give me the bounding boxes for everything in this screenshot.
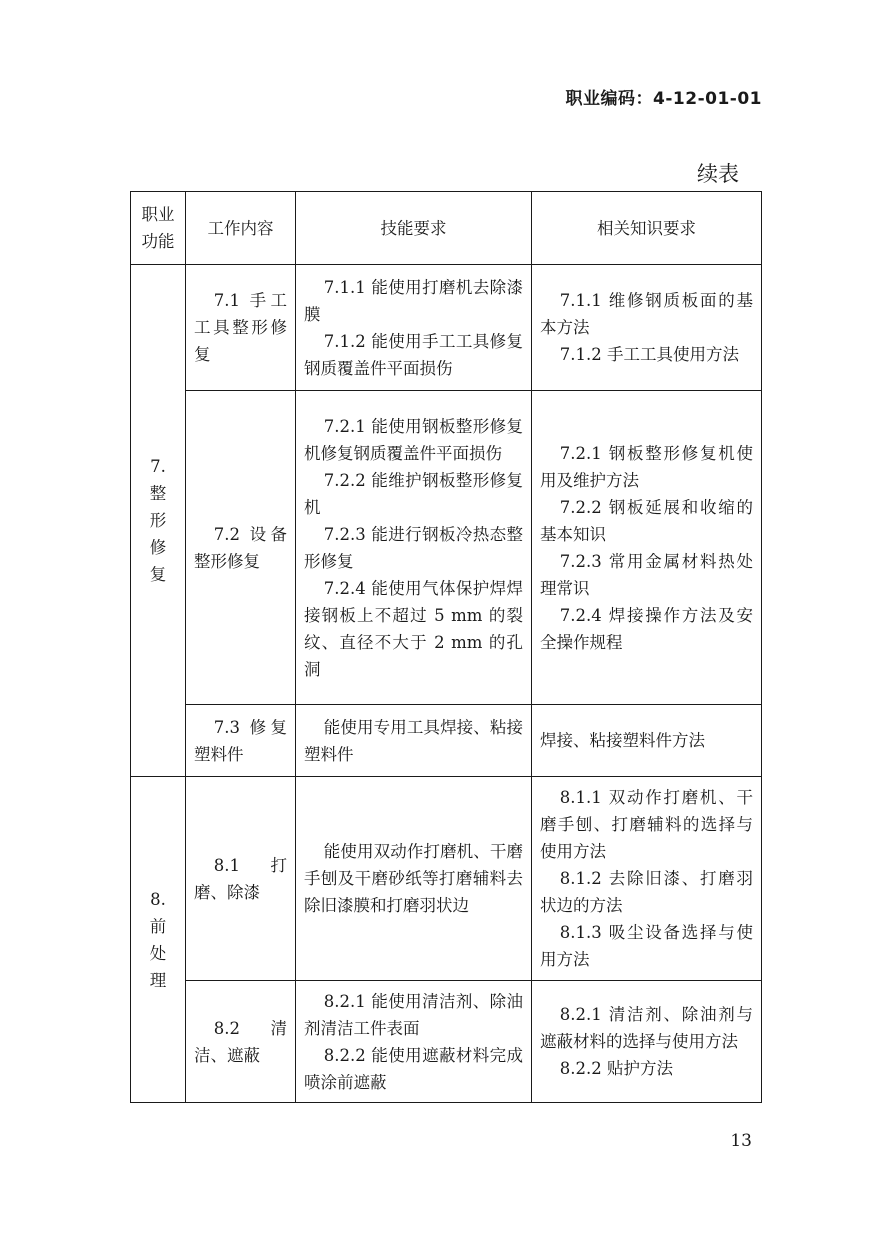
knowledge-7-2 xyxy=(532,391,762,705)
function-char: 整 xyxy=(149,484,167,503)
table-row xyxy=(131,981,762,1103)
skills-7-3 xyxy=(296,705,532,777)
skill-item: 7.1.1 能使用打磨机去除漆膜 xyxy=(304,277,523,324)
work-content-7-3 xyxy=(186,705,296,777)
header-knowledge-requirements: 相关知识要求 xyxy=(532,192,762,265)
content-text: 7.3 修复塑料件 xyxy=(194,717,287,764)
skills-7-1 xyxy=(296,265,532,391)
knowledge-item: 8.1.3 吸尘设备选择与使用方法 xyxy=(540,923,753,969)
knowledge-item: 7.2.3 常用金属材料热处理常识 xyxy=(540,551,753,598)
function-char: 复 xyxy=(149,565,167,584)
skill-item: 能使用双动作打磨机、干磨手刨及干磨砂纸等打磨辅料去除旧漆膜和打磨羽状边 xyxy=(304,842,523,915)
knowledge-item: 7.2.1 钢板整形修复机使用及维护方法 xyxy=(540,443,753,490)
skill-item: 7.2.2 能维护钢板整形修复机 xyxy=(304,470,523,517)
work-content-8-2 xyxy=(186,981,296,1103)
header-function: 职业 功能 xyxy=(131,192,186,265)
knowledge-item: 8.1.2 去除旧漆、打磨羽状边的方法 xyxy=(540,869,753,915)
table-row xyxy=(131,391,762,705)
function-number: 8. xyxy=(150,889,166,909)
knowledge-item: 8.2.2 贴护方法 xyxy=(559,1059,674,1078)
skills-7-2 xyxy=(296,391,532,705)
knowledge-item: 7.1.2 手工工具使用方法 xyxy=(559,345,740,364)
knowledge-item: 7.1.1 维修钢质板面的基本方法 xyxy=(540,291,753,337)
skill-item: 7.2.4 能使用气体保护焊焊接钢板上不超过 5 mm 的裂纹、直径不大于 2 mm 的孔洞 xyxy=(304,578,523,679)
skills-table xyxy=(130,191,762,1103)
table-row xyxy=(131,705,762,777)
occupation-code: 职业编码：4-12-01-01 xyxy=(565,89,762,109)
header-skill-requirements: 技能要求 xyxy=(296,192,532,265)
skill-item: 7.2.3 能进行钢板冷热态整形修复 xyxy=(304,524,523,571)
function-char: 修 xyxy=(149,538,167,557)
knowledge-8-1 xyxy=(532,777,762,981)
knowledge-item: 7.2.4 焊接操作方法及安全操作规程 xyxy=(540,605,753,652)
skills-8-1 xyxy=(296,777,532,981)
work-content-7-1 xyxy=(186,265,296,391)
skill-item: 8.2.2 能使用遮蔽材料完成喷涂前遮蔽 xyxy=(304,1045,523,1092)
work-content-8-1 xyxy=(186,777,296,981)
function-char: 形 xyxy=(149,511,167,530)
knowledge-item: 7.2.2 钢板延展和收缩的基本知识 xyxy=(540,497,753,544)
skills-8-2 xyxy=(296,981,532,1103)
table-row xyxy=(131,265,762,391)
skill-item: 能使用专用工具焊接、粘接塑料件 xyxy=(304,717,523,764)
function-char: 前 xyxy=(149,916,167,936)
knowledge-7-1 xyxy=(532,265,762,391)
content-text: 8.2 清洁、遮蔽 xyxy=(194,1018,287,1065)
function-cell-7 xyxy=(131,265,186,777)
content-text: 8.1 打磨、除漆 xyxy=(194,855,287,902)
function-cell-8 xyxy=(131,777,186,1103)
knowledge-8-2 xyxy=(532,981,762,1103)
table-row xyxy=(131,777,762,981)
header-work-content: 工作内容 xyxy=(186,192,296,265)
skill-item: 7.2.1 能使用钢板整形修复机修复钢质覆盖件平面损伤 xyxy=(304,416,523,463)
knowledge-item: 8.2.1 清洁剂、除油剂与遮蔽材料的选择与使用方法 xyxy=(540,1005,753,1051)
skill-item: 8.2.1 能使用清洁剂、除油剂清洁工件表面 xyxy=(304,991,523,1038)
function-char: 理 xyxy=(149,970,167,990)
work-content-7-2 xyxy=(186,391,296,705)
continued-label: 续表 xyxy=(697,162,739,186)
skill-item: 7.1.2 能使用手工工具修复钢质覆盖件平面损伤 xyxy=(304,331,523,378)
content-text: 7.1 手工工具整形修复 xyxy=(194,291,287,364)
page-number: 13 xyxy=(730,1131,752,1151)
knowledge-item: 焊接、粘接塑料件方法 xyxy=(540,731,705,750)
content-text: 7.2 设备整形修复 xyxy=(194,524,287,571)
table-header-row xyxy=(131,192,762,265)
knowledge-7-3 xyxy=(532,705,762,777)
function-char: 处 xyxy=(149,943,167,963)
knowledge-item: 8.1.1 双动作打磨机、干磨手刨、打磨辅料的选择与使用方法 xyxy=(540,788,753,861)
function-number: 7. xyxy=(150,457,166,476)
